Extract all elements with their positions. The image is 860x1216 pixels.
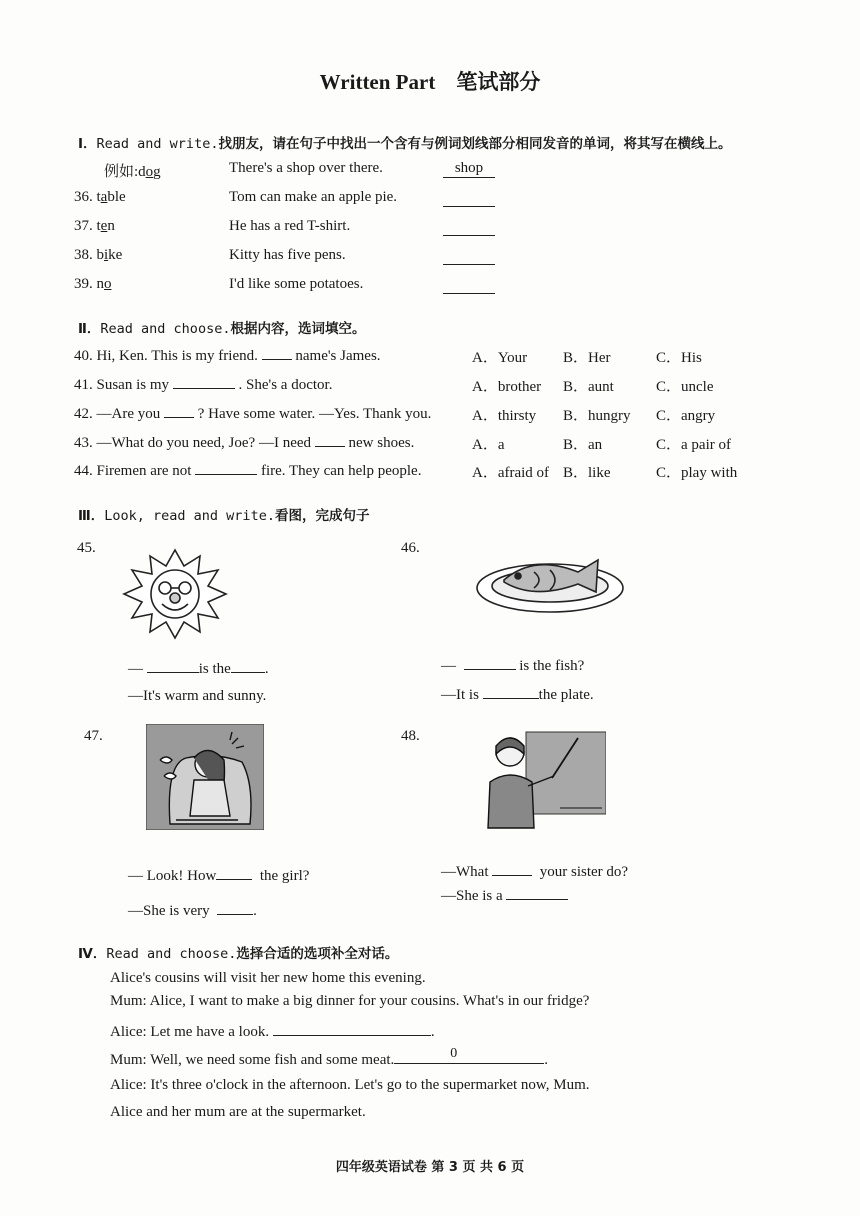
s2-item-number: 44. [74, 463, 93, 479]
q46-line-1: — is the fish? [441, 658, 585, 674]
s2-answer-blank[interactable] [173, 375, 235, 389]
dialogue-line-2: Mum: Alice, I want to make a big dinner for your cousins. What's in our fridge? [110, 993, 590, 1009]
s1-answer-blank[interactable] [443, 205, 495, 207]
s2-option-a[interactable]: A．afraid of [472, 465, 550, 481]
s2-option-c[interactable]: C．uncle [656, 379, 714, 395]
dialogue-line-3: Alice: Let me have a look. . [110, 1024, 435, 1040]
s2-question: 41. Susan is my . She's a doctor. [74, 377, 333, 393]
s2-option-a[interactable]: A．brother [472, 379, 542, 395]
example-row: 例如:dog [104, 164, 161, 180]
q45-number: 45. [77, 540, 96, 556]
teacher-picture [474, 724, 606, 832]
s2-option-b[interactable]: B．hungry [563, 408, 631, 424]
dialogue-line-5: Alice: It's three o'clock in the afternoon. Let's go to the supermarket now, Mum. [110, 1077, 590, 1093]
s2-option-c[interactable]: C．play with [656, 465, 738, 481]
s2-option-a[interactable]: A．Your [472, 350, 528, 366]
s1-answer-blank[interactable] [443, 263, 495, 265]
s1-item-underlined-letter: a [100, 189, 108, 205]
s1-item-word: 37. ten [74, 218, 115, 234]
s1-answer-blank[interactable] [443, 234, 495, 236]
s2-answer-blank[interactable] [262, 346, 292, 360]
s1-answer-blank[interactable] [443, 292, 495, 294]
example-underlined-letter: o [145, 164, 154, 180]
dialogue-line-6: Alice and her mum are at the supermarket. [110, 1104, 366, 1120]
dialogue-line-4: Mum: Well, we need some fish and some meat. 0 . [110, 1046, 549, 1068]
section-1-title-en: Read and write. [96, 136, 219, 152]
s2-item-number: 42. [74, 406, 93, 422]
q46-blank-1[interactable] [464, 656, 516, 670]
s1-item-underlined-letter: e [100, 218, 108, 234]
fish-on-plate-picture [474, 544, 626, 616]
q48-line-2: —She is a [441, 886, 568, 905]
s1-item-underlined-letter: i [104, 247, 109, 263]
s2-question: 43. —What do you need, Joe? —I need new shoes. [74, 435, 415, 451]
dialogue-blank-mark: 0 [450, 1046, 458, 1061]
s2-option-b[interactable]: B．Her [563, 350, 611, 366]
q45-blank-2[interactable] [231, 659, 265, 673]
section-3-heading: Ⅲ．Look, read and write.看图，完成句子 [78, 508, 370, 524]
page-footer: 四年级英语试卷 第 3 页 共 6 页 [335, 1160, 525, 1175]
s2-option-c[interactable]: C．a pair of [656, 437, 731, 453]
s1-item-word: 36. table [74, 189, 126, 205]
s2-item-number: 40. [74, 348, 93, 364]
q46-line-2: —It is the plate. [441, 687, 594, 703]
s2-answer-blank[interactable] [164, 404, 194, 418]
s1-item-number: 39. [74, 276, 93, 292]
s1-item-number: 36. [74, 189, 93, 205]
q46-number: 46. [401, 540, 420, 556]
q48-blank-2[interactable] [506, 886, 568, 900]
section-1-number: Ⅰ． [78, 136, 97, 152]
example-answer: shop [443, 160, 495, 178]
section-1-title-cn: 找朋友，请在句子中找出一个含有与例词划线部分相同发音的单词，将其写在横线上。 [218, 136, 732, 152]
s1-item-sentence: I'd like some potatoes. [229, 276, 364, 292]
q45-blank-1[interactable] [147, 659, 199, 673]
s1-item-sentence: Tom can make an apple pie. [229, 189, 398, 205]
q48-line-1: —What your sister do? [441, 864, 629, 880]
s2-question: 44. Firemen are not fire. They can help people. [74, 463, 422, 479]
page-title: Written Part 笔试部分 [319, 70, 541, 94]
example-label: 例如: [104, 164, 139, 180]
s2-question: 40. Hi, Ken. This is my friend. name's James. [74, 348, 381, 364]
s2-option-a[interactable]: A．a [472, 437, 505, 453]
dialogue-blank-1[interactable] [273, 1022, 431, 1036]
q48-blank-1[interactable] [492, 862, 532, 876]
s1-item-underlined-letter: o [104, 276, 112, 292]
s2-question: 42. —Are you ? Have some water. —Yes. Thank you. [74, 406, 432, 422]
s1-item-word: 39. no [74, 276, 112, 292]
q48-number: 48. [401, 728, 420, 744]
s2-item-number: 41. [74, 377, 93, 393]
q45-line-2: —It's warm and sunny. [128, 688, 267, 704]
sun-picture [120, 548, 230, 640]
s2-option-b[interactable]: B．an [563, 437, 603, 453]
dialogue-blank-2[interactable] [394, 1046, 544, 1064]
tired-girl-picture [146, 724, 264, 830]
s1-item-number: 37. [74, 218, 93, 234]
s2-option-b[interactable]: B．like [563, 465, 611, 481]
dialogue-line-1: Alice's cousins will visit her new home this evening. [110, 970, 426, 986]
s2-option-a[interactable]: A．thirsty [472, 408, 537, 424]
s2-option-c[interactable]: C．angry [656, 408, 716, 424]
section-4-heading: Ⅳ．Read and choose.选择合适的选项补全对话。 [78, 946, 399, 962]
example-sentence: There's a shop over there. [229, 160, 383, 176]
s1-item-sentence: He has a red T-shirt. [229, 218, 351, 234]
s1-item-sentence: Kitty has five pens. [229, 247, 346, 263]
q45-line-1: — is the . [128, 661, 269, 677]
s1-item-word: 38. bike [74, 247, 123, 263]
section-1-heading [78, 132, 731, 152]
s2-item-number: 43. [74, 435, 93, 451]
q47-number: 47. [84, 728, 103, 744]
q46-blank-2[interactable] [483, 685, 539, 699]
s1-item-number: 38. [74, 247, 93, 263]
q47-blank-1[interactable] [216, 866, 252, 880]
s2-option-b[interactable]: B．aunt [563, 379, 614, 395]
s2-answer-blank[interactable] [195, 461, 257, 475]
s2-option-c[interactable]: C．His [656, 350, 702, 366]
section-2-heading: Ⅱ．Read and choose.根据内容，选词填空。 [78, 321, 366, 337]
q47-line-2: —She is very . [128, 903, 257, 919]
s2-answer-blank[interactable] [315, 433, 345, 447]
q47-blank-2[interactable] [217, 901, 253, 915]
q47-line-1: — Look! How the girl? [128, 868, 310, 884]
